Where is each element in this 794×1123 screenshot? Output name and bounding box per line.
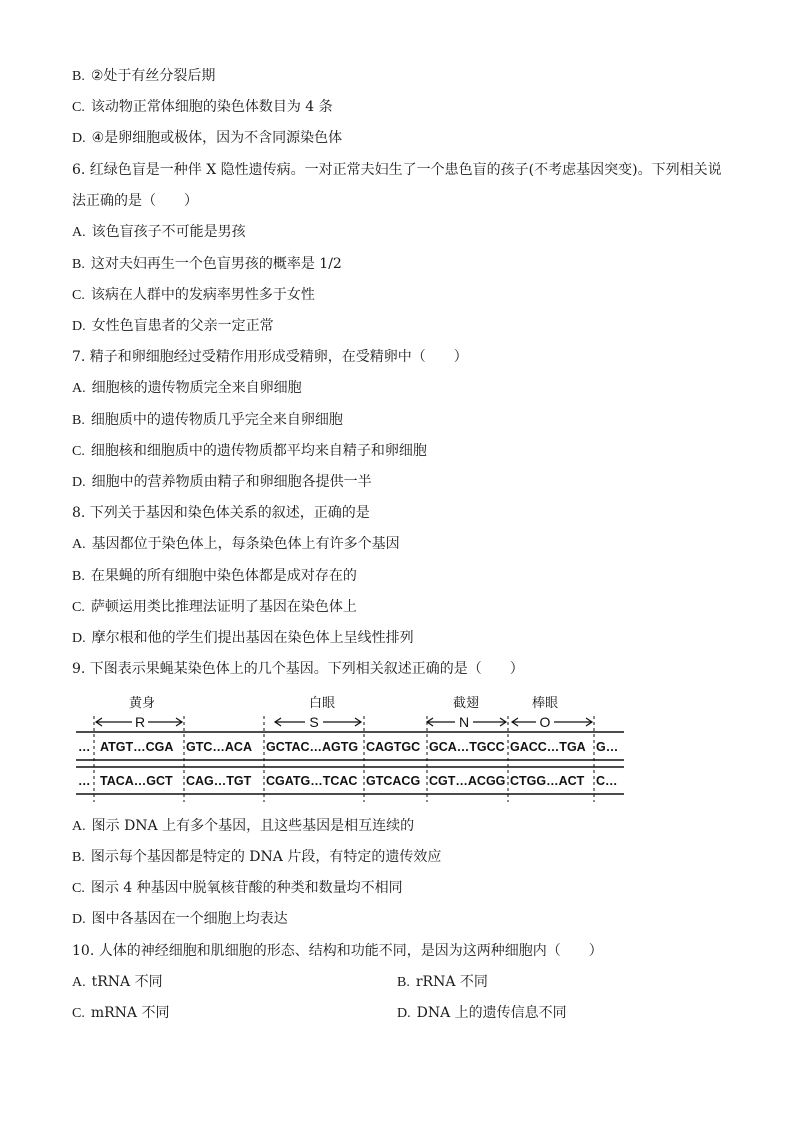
answer-option bbox=[72, 879, 403, 898]
top-seg-1: ATGT…CGA bbox=[100, 740, 174, 754]
option-letter: D. bbox=[72, 131, 86, 146]
option-letter: C. bbox=[72, 288, 85, 303]
answer-option bbox=[72, 317, 274, 336]
line-text: 基因都位于染色体上，每条染色体上有许多个基因 bbox=[91, 536, 400, 552]
answer-option bbox=[397, 973, 488, 992]
line-text: 9. 下图表示果蝇某染色体上的几个基因。下列相关叙述正确的是（ ） bbox=[72, 661, 524, 677]
gene-letter-O: O bbox=[539, 714, 551, 730]
top-seg-0: … bbox=[78, 740, 91, 754]
line-text: 10. 人体的神经细胞和肌细胞的形态、结构和功能不同，是因为这两种细胞内（ ） bbox=[72, 943, 603, 959]
option-letter: D. bbox=[72, 319, 86, 334]
question-stem bbox=[72, 161, 722, 179]
answer-option bbox=[72, 473, 372, 492]
option-letter: B. bbox=[72, 569, 85, 584]
option-letter: A. bbox=[72, 381, 86, 396]
top-strand bbox=[78, 740, 618, 754]
line-text: 法正确的是（ ） bbox=[72, 193, 198, 209]
dna-gene-diagram bbox=[76, 690, 624, 805]
bottom-seg-5: CGT…ACGG bbox=[429, 774, 506, 788]
line-text: 该动物正常体细胞的染色体数目为 4 条 bbox=[90, 99, 333, 115]
option-letter: C. bbox=[72, 100, 85, 115]
line-text: DNA 上的遗传信息不同 bbox=[416, 1005, 567, 1021]
gene-name-white-eye: 白眼 bbox=[308, 696, 336, 711]
answer-option bbox=[72, 1004, 169, 1023]
option-letter: C. bbox=[72, 444, 85, 459]
line-text: 在果蝇的所有细胞中染色体都是成对存在的 bbox=[90, 568, 357, 584]
line-text: 细胞中的营养物质由精子和卵细胞各提供一半 bbox=[91, 474, 372, 490]
answer-option bbox=[72, 129, 342, 148]
bottom-seg-7: C… bbox=[596, 774, 618, 788]
line-text: 8. 下列关于基因和染色体关系的叙述，正确的是 bbox=[72, 505, 370, 521]
option-letter: A. bbox=[72, 537, 86, 552]
question-stem bbox=[72, 192, 198, 210]
line-text: 7. 精子和卵细胞经过受精作用形成受精卵，在受精卵中（ ） bbox=[72, 349, 468, 365]
question-stem bbox=[72, 942, 603, 960]
answer-option bbox=[72, 411, 343, 430]
option-letter: B. bbox=[72, 850, 85, 865]
top-seg-5: GCA…TGCC bbox=[429, 740, 505, 754]
answer-option bbox=[72, 629, 414, 648]
line-text: 摩尔根和他的学生们提出基因在染色体上呈线性排列 bbox=[91, 630, 414, 646]
option-letter: B. bbox=[72, 69, 85, 84]
line-text: 细胞核的遗传物质完全来自卵细胞 bbox=[91, 380, 302, 396]
gene-span-O bbox=[512, 718, 592, 726]
answer-option bbox=[72, 535, 400, 554]
gene-letter-R: R bbox=[134, 714, 146, 730]
answer-option bbox=[72, 379, 302, 398]
line-text: 图示 DNA 上有多个基因，且这些基因是相互连续的 bbox=[91, 818, 415, 834]
line-text: 图中各基因在一个细胞上均表达 bbox=[91, 911, 288, 927]
line-text: 图示 4 种基因中脱氧核苷酸的种类和数量均不相同 bbox=[90, 880, 403, 896]
gene-name-cut-wing: 截翅 bbox=[452, 696, 480, 711]
option-letter: C. bbox=[72, 600, 85, 615]
option-letter: C. bbox=[72, 881, 85, 896]
option-letter: D. bbox=[72, 475, 86, 490]
answer-option bbox=[72, 973, 163, 992]
line-text: 细胞核和细胞质中的遗传物质都平均来自精子和卵细胞 bbox=[90, 443, 427, 459]
option-letter: B. bbox=[397, 975, 410, 990]
answer-option bbox=[72, 255, 342, 274]
bottom-seg-3: CGATG…TCAC bbox=[266, 774, 358, 788]
gene-name-yellow-body: 黄身 bbox=[128, 696, 156, 711]
line-text: rRNA 不同 bbox=[415, 974, 488, 990]
answer-option bbox=[72, 817, 414, 836]
option-letter: B. bbox=[72, 257, 85, 272]
question-stem bbox=[72, 504, 370, 522]
answer-option bbox=[397, 1004, 567, 1023]
answer-option bbox=[72, 67, 215, 86]
line-text: 萨顿运用类比推理法证明了基因在染色体上 bbox=[90, 599, 357, 615]
option-letter: D. bbox=[397, 1006, 411, 1021]
bottom-seg-6: CTGG…ACT bbox=[510, 774, 585, 788]
top-seg-4: CAGTGC bbox=[366, 740, 421, 754]
option-letter: C. bbox=[72, 1006, 85, 1021]
option-letter: D. bbox=[72, 631, 86, 646]
top-seg-3: GCTAC…AGTG bbox=[266, 740, 359, 754]
answer-option bbox=[72, 286, 315, 305]
bottom-seg-4: GTCACG bbox=[366, 774, 421, 788]
top-seg-6: GACC…TGA bbox=[510, 740, 586, 754]
line-text: tRNA 不同 bbox=[91, 974, 163, 990]
answer-option bbox=[72, 598, 357, 617]
line-text: 该病在人群中的发病率男性多于女性 bbox=[90, 287, 315, 303]
answer-option bbox=[72, 910, 288, 929]
top-seg-7: G… bbox=[596, 740, 619, 754]
bottom-seg-1: TACA…GCT bbox=[100, 774, 173, 788]
gene-letter-N: N bbox=[458, 714, 470, 730]
gene-name-bar-eye: 棒眼 bbox=[531, 696, 559, 711]
dna-diagram-svg bbox=[76, 690, 624, 805]
top-seg-2: GTC…ACA bbox=[186, 740, 252, 754]
option-letter: A. bbox=[72, 225, 86, 240]
answer-option bbox=[72, 567, 357, 586]
bottom-seg-0: … bbox=[78, 774, 91, 788]
option-letter: A. bbox=[72, 975, 86, 990]
option-letter: A. bbox=[72, 819, 86, 834]
answer-option bbox=[72, 223, 246, 242]
option-letter: D. bbox=[72, 912, 86, 927]
line-text: 这对夫妇再生一个色盲男孩的概率是 1/2 bbox=[90, 256, 342, 272]
bottom-strand bbox=[78, 774, 618, 788]
question-stem bbox=[72, 348, 468, 366]
gene-letter-S: S bbox=[309, 714, 319, 730]
gene-boundaries bbox=[94, 716, 594, 802]
line-text: 女性色盲患者的父亲一定正常 bbox=[91, 318, 274, 334]
answer-option bbox=[72, 98, 333, 117]
line-text: mRNA 不同 bbox=[90, 1005, 170, 1021]
question-stem bbox=[72, 660, 524, 678]
answer-option bbox=[72, 848, 441, 867]
line-text: 图示每个基因都是特定的 DNA 片段，有特定的遗传效应 bbox=[90, 849, 442, 865]
line-text: 细胞质中的遗传物质几乎完全来自卵细胞 bbox=[90, 412, 343, 428]
line-text: 6. 红绿色盲是一种伴 X 隐性遗传病。一对正常夫妇生了一个患色盲的孩子(不考虑基因突变)。下列相关说 bbox=[72, 162, 722, 178]
line-text: ②处于有丝分裂后期 bbox=[90, 68, 216, 84]
option-letter: B. bbox=[72, 413, 85, 428]
bottom-seg-2: CAG…TGT bbox=[186, 774, 252, 788]
line-text: 该色盲孩子不可能是男孩 bbox=[91, 224, 246, 240]
line-text: ④是卵细胞或极体，因为不含同源染色体 bbox=[91, 130, 343, 146]
answer-option bbox=[72, 442, 427, 461]
